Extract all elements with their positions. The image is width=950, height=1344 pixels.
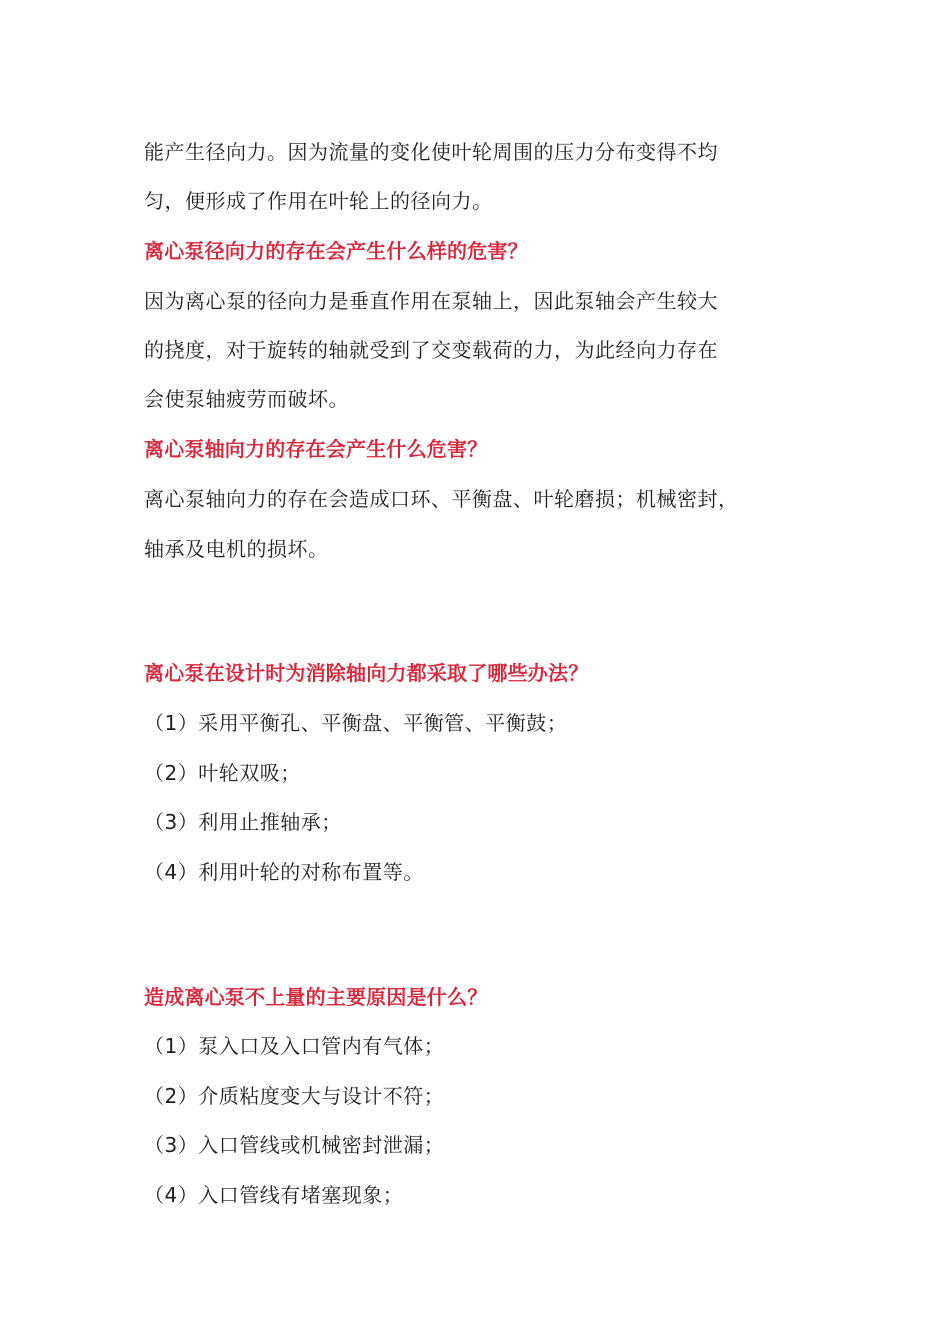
list-item: （1）泵入口及入口管内有气体； bbox=[144, 1034, 445, 1058]
answer-line: 轴承及电机的损坏。 bbox=[144, 537, 329, 561]
list-item: （3）利用止推轴承； bbox=[144, 810, 342, 834]
list-item: （2）介质粘度变大与设计不符； bbox=[144, 1084, 445, 1108]
list-item: （2）叶轮双吸； bbox=[144, 761, 301, 785]
intro-line-1: 能产生径向力。因为流量的变化使叶轮周围的压力分布变得不均 bbox=[144, 140, 718, 164]
list-item: （1）采用平衡孔、平衡盘、平衡管、平衡鼓； bbox=[144, 711, 568, 735]
question-heading-radial-force-harm: 离心泵径向力的存在会产生什么样的危害？ bbox=[144, 239, 528, 263]
intro-line-2: 匀，便形成了作用在叶轮上的径向力。 bbox=[144, 189, 493, 213]
list-item: （3）入口管线或机械密封泄漏； bbox=[144, 1133, 445, 1157]
question-heading-pump-no-flow-causes: 造成离心泵不上量的主要原因是什么？ bbox=[144, 985, 488, 1009]
question-heading-axial-force-harm: 离心泵轴向力的存在会产生什么危害？ bbox=[144, 437, 488, 461]
question-heading-axial-force-measures: 离心泵在设计时为消除轴向力都采取了哪些办法？ bbox=[144, 661, 589, 685]
answer-line: 的挠度，对于旋转的轴就受到了交变载荷的力，为此经向力存在 bbox=[144, 338, 718, 362]
answer-line: 因为离心泵的径向力是垂直作用在泵轴上，因此泵轴会产生较大 bbox=[144, 289, 718, 313]
list-item: （4）入口管线有堵塞现象； bbox=[144, 1183, 404, 1207]
list-item: （4）利用叶轮的对称布置等。 bbox=[144, 860, 424, 884]
answer-line: 离心泵轴向力的存在会造成口环、平衡盘、叶轮磨损；机械密封， bbox=[144, 487, 739, 511]
answer-line: 会使泵轴疲劳而破坏。 bbox=[144, 387, 349, 411]
